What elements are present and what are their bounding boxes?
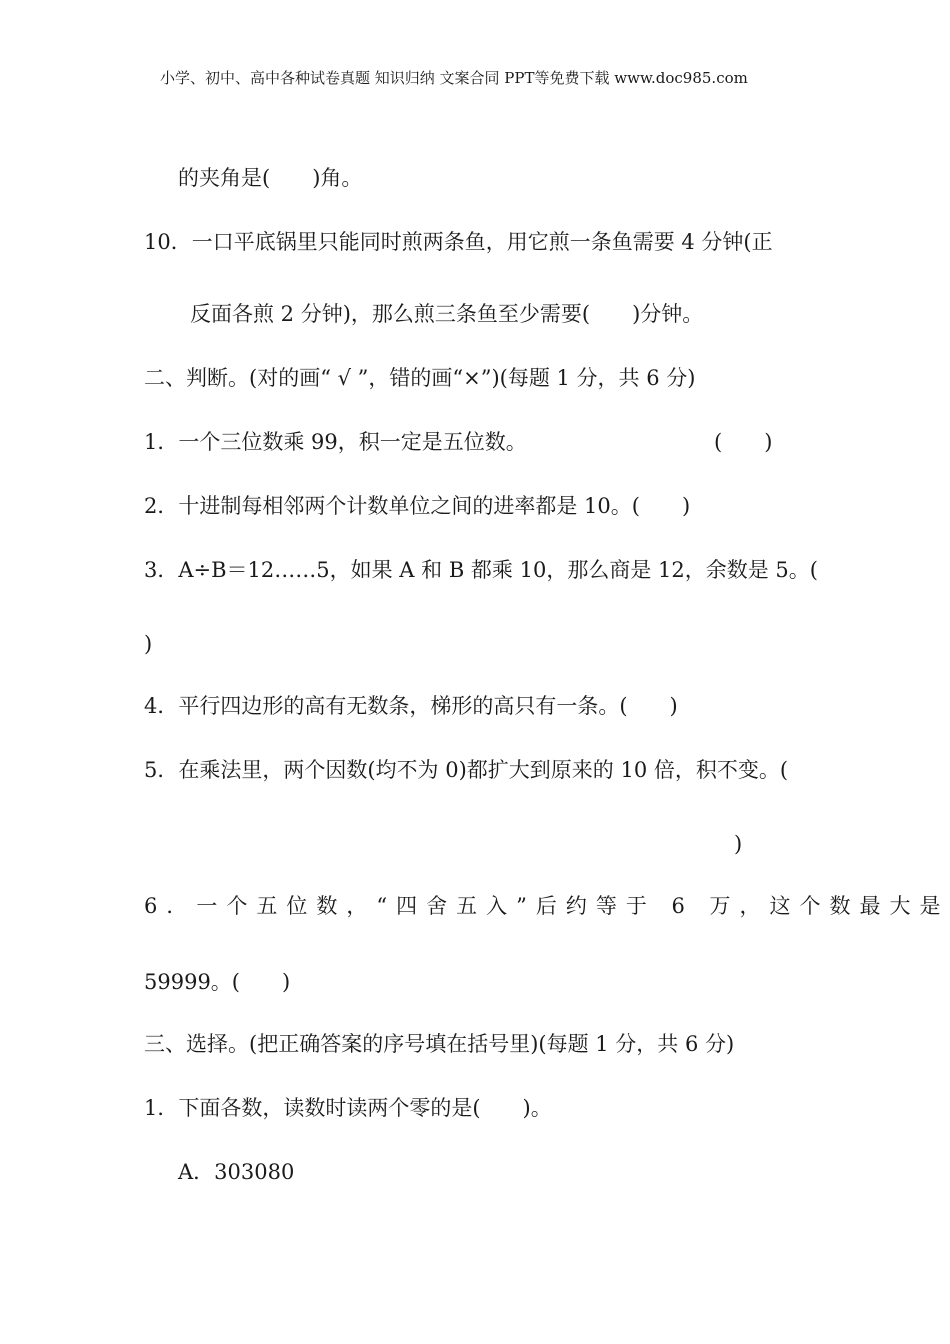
choice-question-1-option-a: A．303080 <box>178 1160 295 1184</box>
judge-question-5: 5．在乘法里，两个因数(均不为 0)都扩大到原来的 10 倍，积不变。( <box>144 758 789 782</box>
judge-question-4: 4．平行四边形的高有无数条，梯形的高只有一条。( ) <box>144 694 678 718</box>
page-header: 小学、初中、高中各种试卷真题 知识归纳 文案合同 PPT等免费下载 www.doc985.com <box>160 69 748 87</box>
judge-question-1: 1．一个三位数乘 99，积一定是五位数。 <box>144 430 527 454</box>
judge-question-3: 3．A÷B＝12……5，如果 A 和 B 都乘 10，那么商是 12，余数是 5。( <box>144 558 818 582</box>
question-10-line-2: 反面各煎 2 分钟)，那么煎三条鱼至少需要( )分钟。 <box>190 302 704 326</box>
judge-question-6-line-1: 6．一个五位数，“四舍五入”后约等于 6 万，这个数最大是 <box>144 894 950 918</box>
question-10-line-1: 10．一口平底锅里只能同时煎两条鱼，用它煎一条鱼需要 4 分钟(正 <box>144 230 773 254</box>
section-2-title: 二、判断。(对的画“ √ ”，错的画“×”)(每题 1 分，共 6 分) <box>144 366 696 390</box>
judge-question-1-answer-blank: ( ) <box>714 430 773 454</box>
section-3-title: 三、选择。(把正确答案的序号填在括号里)(每题 1 分，共 6 分) <box>144 1032 735 1056</box>
choice-question-1: 1．下面各数，读数时读两个零的是( )。 <box>144 1096 552 1120</box>
judge-question-6-line-2: 59999。( ) <box>144 970 291 994</box>
judge-question-3-close: ) <box>144 632 153 656</box>
question-9-continuation: 的夹角是( )角。 <box>178 166 363 190</box>
judge-question-5-close: ) <box>734 832 743 856</box>
judge-question-2: 2．十进制每相邻两个计数单位之间的进率都是 10。( ) <box>144 494 691 518</box>
